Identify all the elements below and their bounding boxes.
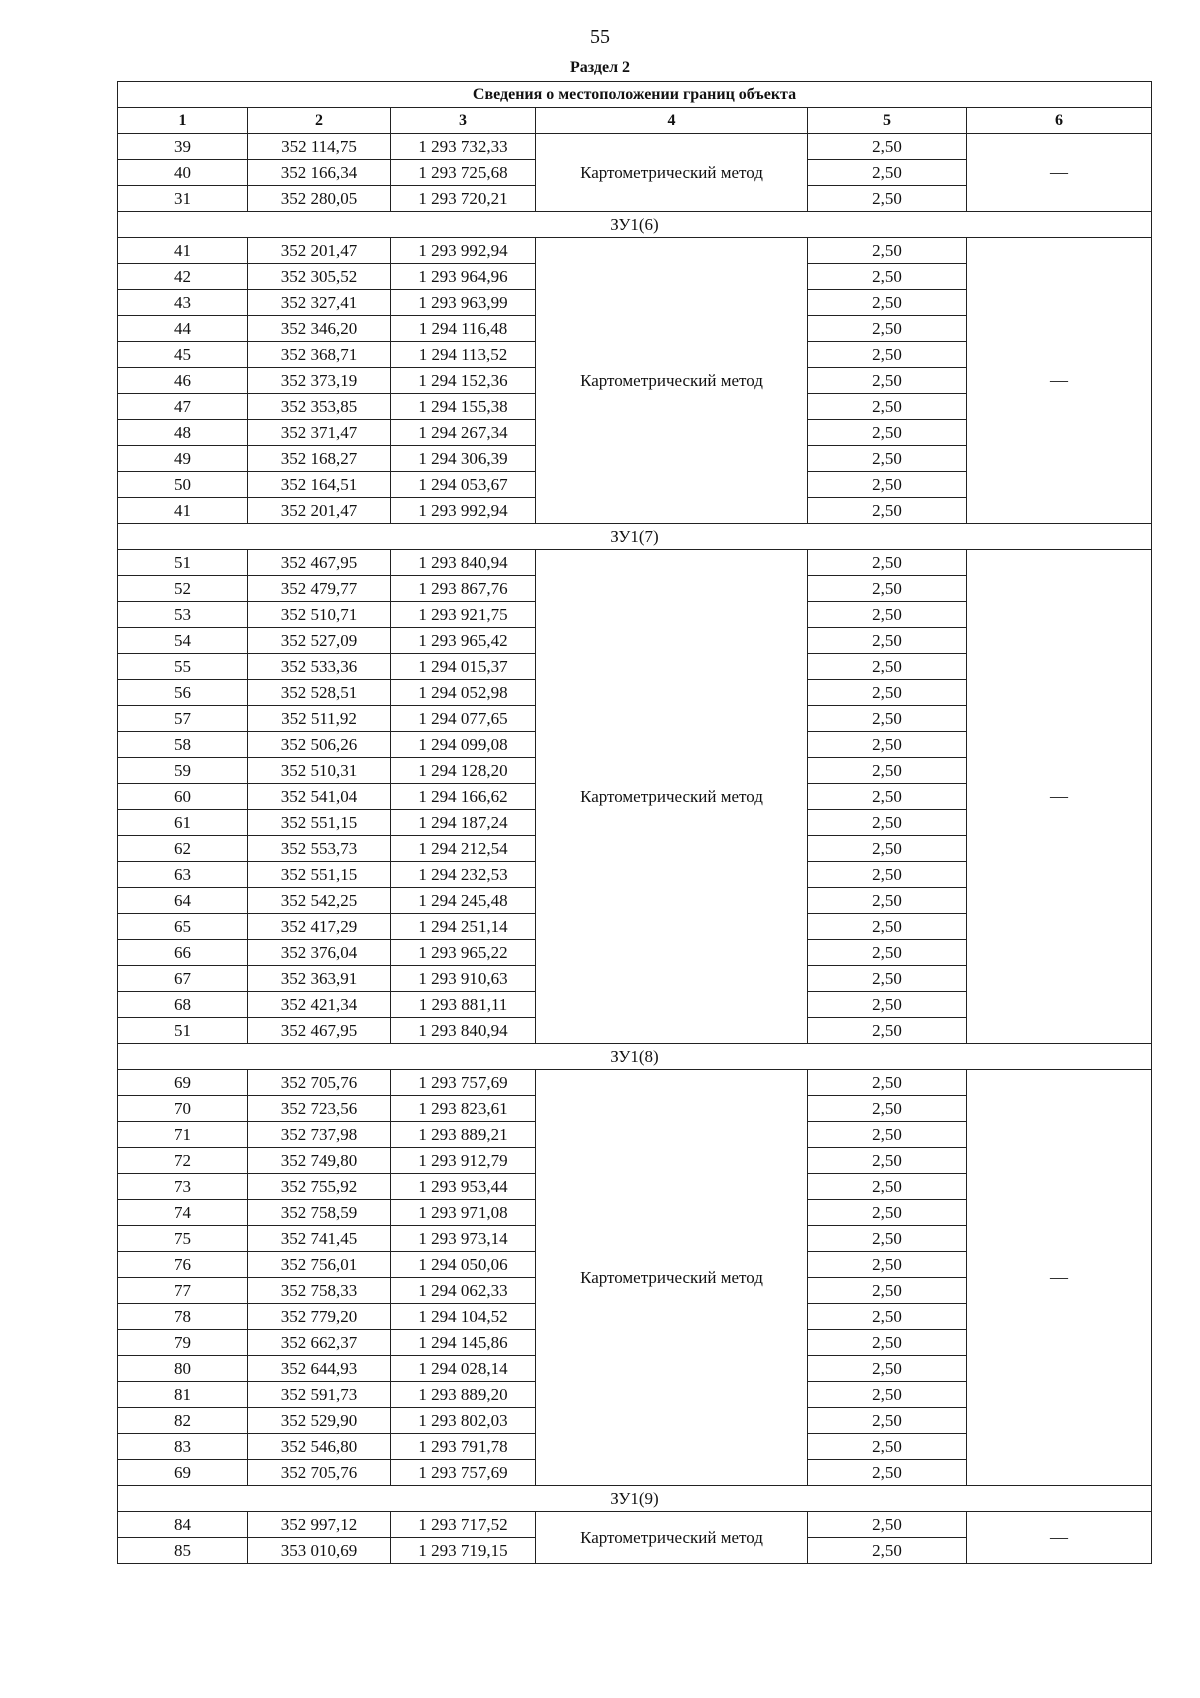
coordinate-x: 352 755,92 (248, 1174, 391, 1200)
coordinate-x: 352 164,51 (248, 472, 391, 498)
column-header: 1 (118, 108, 248, 134)
coordinate-y: 1 294 116,48 (391, 316, 536, 342)
accuracy-value: 2,50 (808, 186, 967, 212)
coordinate-y: 1 293 921,75 (391, 602, 536, 628)
coordinate-y: 1 293 717,52 (391, 1512, 536, 1538)
accuracy-value: 2,50 (808, 576, 967, 602)
dash-cell: — (967, 1070, 1152, 1486)
accuracy-value: 2,50 (808, 602, 967, 628)
coordinate-y: 1 293 992,94 (391, 238, 536, 264)
coordinate-x: 352 758,59 (248, 1200, 391, 1226)
coordinate-y: 1 294 166,62 (391, 784, 536, 810)
coordinate-y: 1 294 212,54 (391, 836, 536, 862)
coordinate-y: 1 293 965,22 (391, 940, 536, 966)
coordinate-x: 352 371,47 (248, 420, 391, 446)
coordinate-y: 1 293 757,69 (391, 1460, 536, 1486)
coordinate-x: 352 467,95 (248, 550, 391, 576)
coordinate-y: 1 293 791,78 (391, 1434, 536, 1460)
point-number: 56 (118, 680, 248, 706)
coordinate-x: 352 546,80 (248, 1434, 391, 1460)
column-header: 3 (391, 108, 536, 134)
coordinate-x: 352 542,25 (248, 888, 391, 914)
coordinate-x: 352 591,73 (248, 1382, 391, 1408)
accuracy-value: 2,50 (808, 420, 967, 446)
point-number: 54 (118, 628, 248, 654)
point-number: 71 (118, 1122, 248, 1148)
point-number: 43 (118, 290, 248, 316)
point-number: 60 (118, 784, 248, 810)
column-header: 6 (967, 108, 1152, 134)
coordinate-y: 1 293 912,79 (391, 1148, 536, 1174)
coordinate-x: 352 346,20 (248, 316, 391, 342)
coordinate-x: 352 644,93 (248, 1356, 391, 1382)
coordinate-y: 1 293 889,20 (391, 1382, 536, 1408)
coordinate-x: 352 168,27 (248, 446, 391, 472)
coordinate-y: 1 293 953,44 (391, 1174, 536, 1200)
accuracy-value: 2,50 (808, 1538, 967, 1564)
group-header-row (118, 1044, 1152, 1070)
dash-cell: — (967, 1512, 1152, 1564)
group-label: ЗУ1(9) (118, 1486, 1152, 1512)
accuracy-value: 2,50 (808, 394, 967, 420)
coordinate-y: 1 294 128,20 (391, 758, 536, 784)
accuracy-value: 2,50 (808, 498, 967, 524)
point-number: 45 (118, 342, 248, 368)
point-number: 44 (118, 316, 248, 342)
coordinate-y: 1 294 251,14 (391, 914, 536, 940)
coordinate-y: 1 294 245,48 (391, 888, 536, 914)
accuracy-value: 2,50 (808, 992, 967, 1018)
point-number: 49 (118, 446, 248, 472)
accuracy-value: 2,50 (808, 1148, 967, 1174)
point-number: 57 (118, 706, 248, 732)
point-number: 81 (118, 1382, 248, 1408)
coordinate-x: 352 553,73 (248, 836, 391, 862)
coordinate-x: 352 368,71 (248, 342, 391, 368)
coordinate-x: 352 705,76 (248, 1070, 391, 1096)
coordinate-x: 352 327,41 (248, 290, 391, 316)
accuracy-value: 2,50 (808, 264, 967, 290)
coordinate-x: 352 305,52 (248, 264, 391, 290)
table-caption: Сведения о местоположении границ объекта (118, 82, 1152, 108)
point-number: 67 (118, 966, 248, 992)
coordinate-y: 1 294 052,98 (391, 680, 536, 706)
coordinate-x: 352 510,71 (248, 602, 391, 628)
point-number: 72 (118, 1148, 248, 1174)
coordinate-y: 1 294 104,52 (391, 1304, 536, 1330)
coordinate-x: 352 779,20 (248, 1304, 391, 1330)
point-number: 76 (118, 1252, 248, 1278)
method-cell: Картометрический метод (536, 1512, 808, 1564)
method-cell: Картометрический метод (536, 1070, 808, 1486)
accuracy-value: 2,50 (808, 160, 967, 186)
column-header: 5 (808, 108, 967, 134)
point-number: 70 (118, 1096, 248, 1122)
coordinate-x: 352 662,37 (248, 1330, 391, 1356)
column-header: 2 (248, 108, 391, 134)
coordinate-x: 352 376,04 (248, 940, 391, 966)
coordinate-x: 353 010,69 (248, 1538, 391, 1564)
accuracy-value: 2,50 (808, 290, 967, 316)
point-number: 65 (118, 914, 248, 940)
accuracy-value: 2,50 (808, 758, 967, 784)
point-number: 51 (118, 550, 248, 576)
coordinate-y: 1 294 113,52 (391, 342, 536, 368)
method-cell: Картометрический метод (536, 238, 808, 524)
coordinate-x: 352 749,80 (248, 1148, 391, 1174)
point-number: 82 (118, 1408, 248, 1434)
coordinate-y: 1 293 867,76 (391, 576, 536, 602)
accuracy-value: 2,50 (808, 654, 967, 680)
point-number: 55 (118, 654, 248, 680)
point-number: 66 (118, 940, 248, 966)
point-number: 42 (118, 264, 248, 290)
coordinate-x: 352 506,26 (248, 732, 391, 758)
point-number: 62 (118, 836, 248, 862)
coordinate-x: 352 551,15 (248, 862, 391, 888)
table-row (118, 550, 1152, 576)
coordinate-x: 352 373,19 (248, 368, 391, 394)
group-header-row (118, 524, 1152, 550)
point-number: 69 (118, 1460, 248, 1486)
point-number: 59 (118, 758, 248, 784)
accuracy-value: 2,50 (808, 134, 967, 160)
accuracy-value: 2,50 (808, 1330, 967, 1356)
point-number: 61 (118, 810, 248, 836)
coordinate-x: 352 756,01 (248, 1252, 391, 1278)
coordinate-y: 1 293 840,94 (391, 550, 536, 576)
table-row (118, 1512, 1152, 1538)
coordinate-x: 352 551,15 (248, 810, 391, 836)
coordinate-x: 352 417,29 (248, 914, 391, 940)
point-number: 58 (118, 732, 248, 758)
point-number: 74 (118, 1200, 248, 1226)
point-number: 52 (118, 576, 248, 602)
point-number: 68 (118, 992, 248, 1018)
group-label: ЗУ1(8) (118, 1044, 1152, 1070)
point-number: 83 (118, 1434, 248, 1460)
accuracy-value: 2,50 (808, 966, 967, 992)
coordinate-x: 352 479,77 (248, 576, 391, 602)
accuracy-value: 2,50 (808, 1200, 967, 1226)
coordinate-x: 352 741,45 (248, 1226, 391, 1252)
coordinate-y: 1 293 889,21 (391, 1122, 536, 1148)
accuracy-value: 2,50 (808, 1252, 967, 1278)
coordinate-y: 1 294 015,37 (391, 654, 536, 680)
coordinate-y: 1 294 152,36 (391, 368, 536, 394)
accuracy-value: 2,50 (808, 1226, 967, 1252)
point-number: 47 (118, 394, 248, 420)
coordinate-y: 1 293 881,11 (391, 992, 536, 1018)
accuracy-value: 2,50 (808, 446, 967, 472)
coordinate-y: 1 293 757,69 (391, 1070, 536, 1096)
coordinate-x: 352 421,34 (248, 992, 391, 1018)
group-header-row (118, 1486, 1152, 1512)
coordinate-y: 1 293 840,94 (391, 1018, 536, 1044)
coordinate-x: 352 997,12 (248, 1512, 391, 1538)
coordinate-y: 1 294 145,86 (391, 1330, 536, 1356)
point-number: 77 (118, 1278, 248, 1304)
point-number: 73 (118, 1174, 248, 1200)
accuracy-value: 2,50 (808, 472, 967, 498)
coordinate-y: 1 293 732,33 (391, 134, 536, 160)
coordinate-y: 1 294 077,65 (391, 706, 536, 732)
dash-cell: — (967, 550, 1152, 1044)
accuracy-value: 2,50 (808, 1408, 967, 1434)
accuracy-value: 2,50 (808, 628, 967, 654)
coordinate-y: 1 293 964,96 (391, 264, 536, 290)
coordinate-y: 1 294 187,24 (391, 810, 536, 836)
coordinate-x: 352 166,34 (248, 160, 391, 186)
coordinate-x: 352 737,98 (248, 1122, 391, 1148)
accuracy-value: 2,50 (808, 1304, 967, 1330)
coordinate-x: 352 529,90 (248, 1408, 391, 1434)
coordinate-x: 352 541,04 (248, 784, 391, 810)
coordinate-y: 1 294 053,67 (391, 472, 536, 498)
point-number: 41 (118, 498, 248, 524)
accuracy-value: 2,50 (808, 784, 967, 810)
point-number: 53 (118, 602, 248, 628)
coordinate-x: 352 723,56 (248, 1096, 391, 1122)
table-row (118, 238, 1152, 264)
accuracy-value: 2,50 (808, 316, 967, 342)
coordinate-x: 352 528,51 (248, 680, 391, 706)
group-label: ЗУ1(6) (118, 212, 1152, 238)
accuracy-value: 2,50 (808, 680, 967, 706)
method-cell: Картометрический метод (536, 134, 808, 212)
method-cell: Картометрический метод (536, 550, 808, 1044)
table-row (118, 134, 1152, 160)
coordinate-x: 352 510,31 (248, 758, 391, 784)
accuracy-value: 2,50 (808, 914, 967, 940)
accuracy-value: 2,50 (808, 706, 967, 732)
point-number: 75 (118, 1226, 248, 1252)
boundary-table (117, 81, 1152, 1564)
point-number: 78 (118, 1304, 248, 1330)
coordinate-x: 352 511,92 (248, 706, 391, 732)
coordinate-y: 1 294 306,39 (391, 446, 536, 472)
coordinate-y: 1 293 973,14 (391, 1226, 536, 1252)
coordinate-x: 352 114,75 (248, 134, 391, 160)
coordinate-x: 352 201,47 (248, 498, 391, 524)
point-number: 69 (118, 1070, 248, 1096)
point-number: 84 (118, 1512, 248, 1538)
accuracy-value: 2,50 (808, 1460, 967, 1486)
coordinate-x: 352 758,33 (248, 1278, 391, 1304)
accuracy-value: 2,50 (808, 368, 967, 394)
accuracy-value: 2,50 (808, 810, 967, 836)
accuracy-value: 2,50 (808, 238, 967, 264)
coordinate-x: 352 363,91 (248, 966, 391, 992)
point-number: 79 (118, 1330, 248, 1356)
coordinate-y: 1 293 963,99 (391, 290, 536, 316)
accuracy-value: 2,50 (808, 940, 967, 966)
point-number: 31 (118, 186, 248, 212)
coordinate-y: 1 294 028,14 (391, 1356, 536, 1382)
group-label: ЗУ1(7) (118, 524, 1152, 550)
accuracy-value: 2,50 (808, 1070, 967, 1096)
accuracy-value: 2,50 (808, 862, 967, 888)
coordinate-y: 1 294 050,06 (391, 1252, 536, 1278)
coordinate-y: 1 294 155,38 (391, 394, 536, 420)
accuracy-value: 2,50 (808, 888, 967, 914)
coordinate-y: 1 294 232,53 (391, 862, 536, 888)
point-number: 51 (118, 1018, 248, 1044)
table-row (118, 1070, 1152, 1096)
coordinate-y: 1 293 719,15 (391, 1538, 536, 1564)
dash-cell: — (967, 238, 1152, 524)
coordinate-x: 352 527,09 (248, 628, 391, 654)
accuracy-value: 2,50 (808, 1174, 967, 1200)
accuracy-value: 2,50 (808, 1018, 967, 1044)
coordinate-x: 352 705,76 (248, 1460, 391, 1486)
coordinate-x: 352 533,36 (248, 654, 391, 680)
coordinate-y: 1 293 971,08 (391, 1200, 536, 1226)
coordinate-x: 352 280,05 (248, 186, 391, 212)
point-number: 41 (118, 238, 248, 264)
accuracy-value: 2,50 (808, 342, 967, 368)
accuracy-value: 2,50 (808, 732, 967, 758)
accuracy-value: 2,50 (808, 1434, 967, 1460)
coordinate-y: 1 293 802,03 (391, 1408, 536, 1434)
coordinate-y: 1 294 267,34 (391, 420, 536, 446)
point-number: 48 (118, 420, 248, 446)
accuracy-value: 2,50 (808, 836, 967, 862)
coordinate-y: 1 293 992,94 (391, 498, 536, 524)
coordinate-y: 1 293 725,68 (391, 160, 536, 186)
point-number: 50 (118, 472, 248, 498)
coordinate-x: 352 353,85 (248, 394, 391, 420)
accuracy-value: 2,50 (808, 1122, 967, 1148)
coordinate-y: 1 294 099,08 (391, 732, 536, 758)
accuracy-value: 2,50 (808, 1278, 967, 1304)
group-header-row (118, 212, 1152, 238)
accuracy-value: 2,50 (808, 550, 967, 576)
accuracy-value: 2,50 (808, 1096, 967, 1122)
point-number: 46 (118, 368, 248, 394)
column-header: 4 (536, 108, 808, 134)
dash-cell: — (967, 134, 1152, 212)
coordinate-x: 352 201,47 (248, 238, 391, 264)
coordinate-y: 1 293 720,21 (391, 186, 536, 212)
point-number: 85 (118, 1538, 248, 1564)
accuracy-value: 2,50 (808, 1382, 967, 1408)
page-number: 55 (590, 26, 610, 48)
point-number: 39 (118, 134, 248, 160)
point-number: 63 (118, 862, 248, 888)
accuracy-value: 2,50 (808, 1512, 967, 1538)
point-number: 80 (118, 1356, 248, 1382)
point-number: 64 (118, 888, 248, 914)
coordinate-x: 352 467,95 (248, 1018, 391, 1044)
coordinate-y: 1 293 910,63 (391, 966, 536, 992)
coordinate-y: 1 293 965,42 (391, 628, 536, 654)
point-number: 40 (118, 160, 248, 186)
section-title: Раздел 2 (569, 59, 631, 76)
accuracy-value: 2,50 (808, 1356, 967, 1382)
coordinate-y: 1 294 062,33 (391, 1278, 536, 1304)
coordinate-y: 1 293 823,61 (391, 1096, 536, 1122)
table-body (118, 134, 1152, 1564)
